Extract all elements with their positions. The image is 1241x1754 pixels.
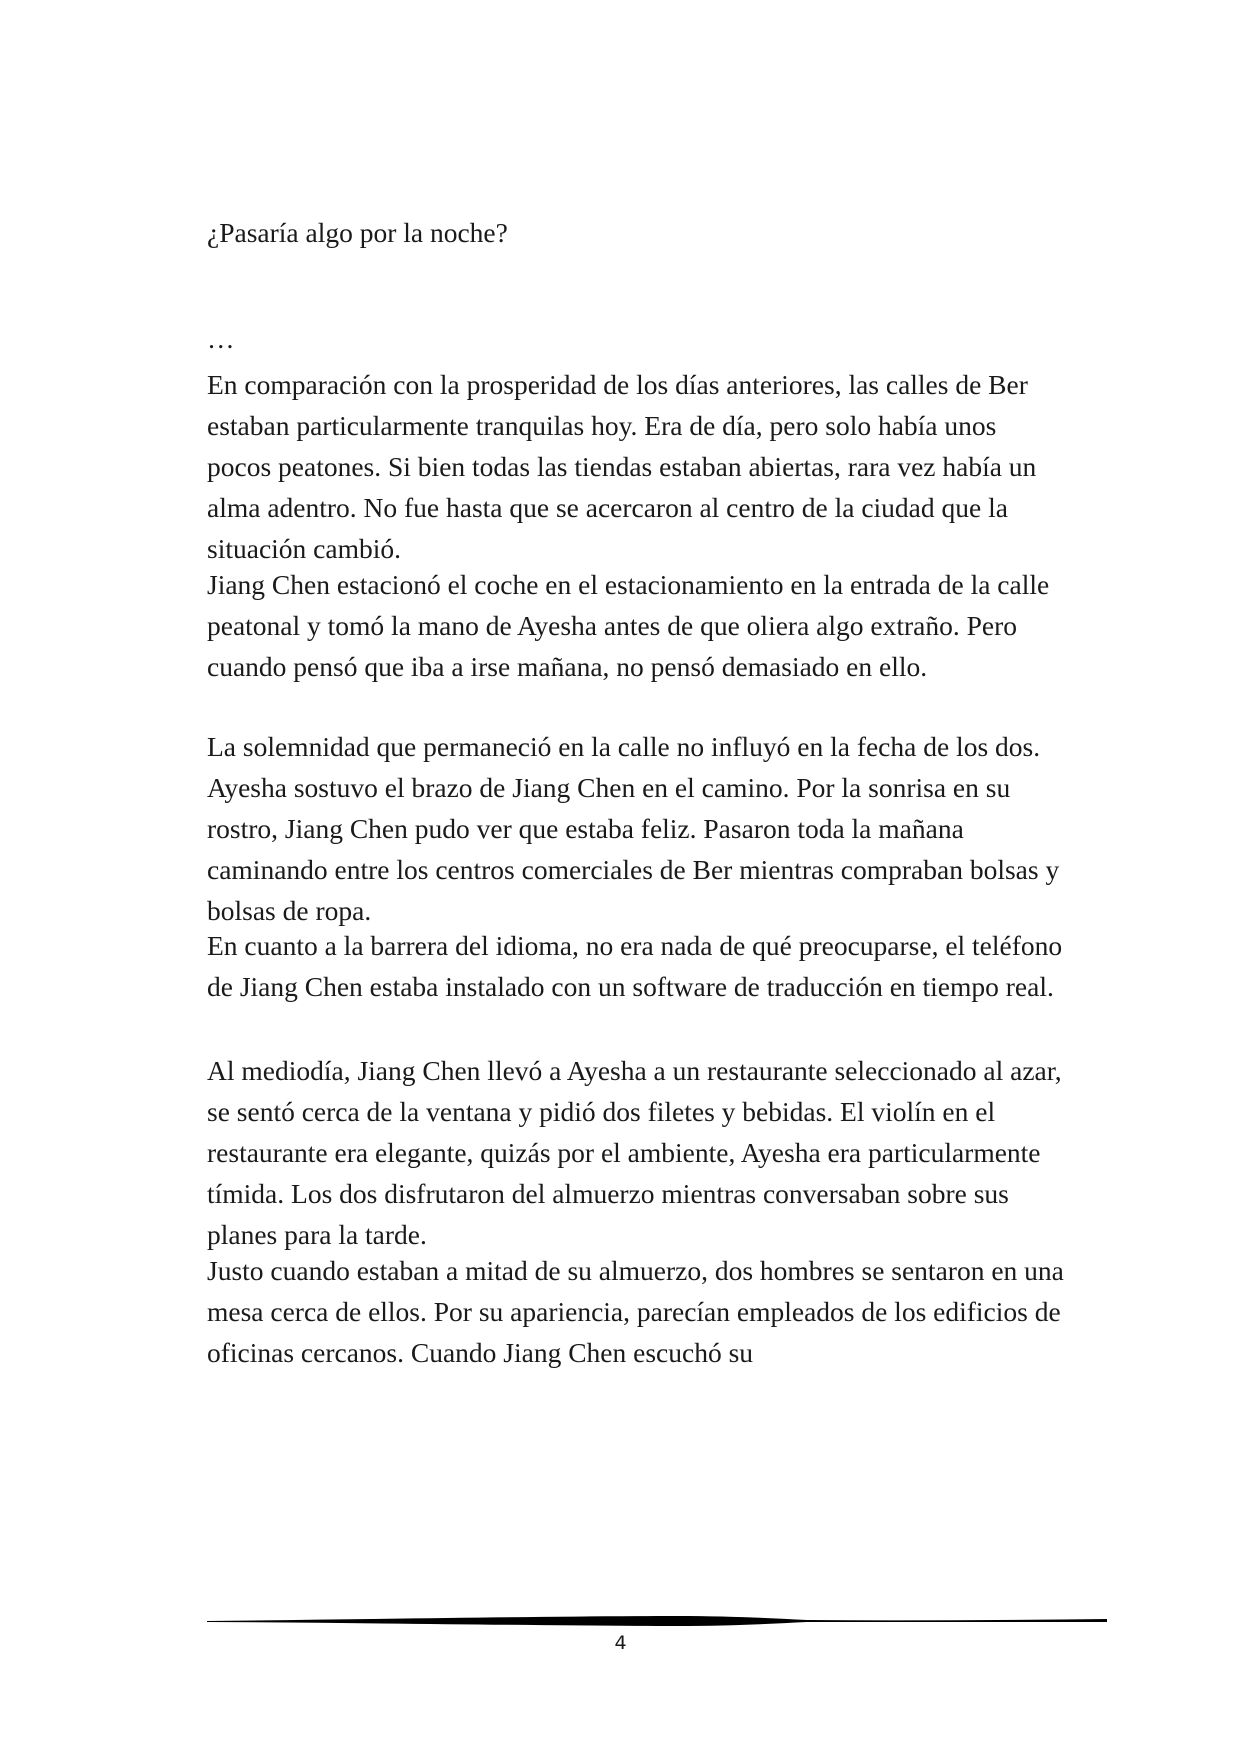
question-line: ¿Pasaría algo por la noche?	[207, 217, 508, 248]
paragraph-3: La solemnidad que permaneció en la calle no influyó en la fecha de los dos. Ayesha sostuvo el brazo de Jiang Chen en el camino. Por la sonrisa en su rostro, Jiang Chen pudo ver que estaba feliz. Pasaron toda la mañana caminando entre los centros comerciales de Ber mientras compraban bolsas y bolsas de ropa.	[207, 731, 1060, 926]
scene-separator: …	[207, 323, 235, 354]
paragraph-6: Justo cuando estaban a mitad de su almuerzo, dos hombres se sentaron en una mesa cerca de ellos. Por su apariencia, parecían empleados de los edificios de oficinas cercanos. Cuando Jiang Chen escuchó su	[207, 1255, 1064, 1368]
paragraph-1: En comparación con la prosperidad de los días anteriores, las calles de Ber estaban particularmente tranquilas hoy. Era de día, pero solo había unos pocos peatones. Si bien todas las tiendas estaban abiertas, rara vez había un alma adentro. No fue hasta que se acercaron al centro de la ciudad que la situación cambió.	[207, 369, 1037, 564]
paragraph-5: Al mediodía, Jiang Chen llevó a Ayesha a un restaurante seleccionado al azar, se sentó cerca de la ventana y pidió dos filetes y bebidas. El violín en el restaurante era elegante, quizás por el ambiente, Ayesha era particularmente tímida. Los dos disfrutaron del almuerzo mientras conversaban sobre sus planes para la tarde.	[207, 1055, 1062, 1250]
paragraph-4: En cuanto a la barrera del idioma, no era nada de qué preocuparse, el teléfono de Jiang Chen estaba instalado con un software de traducción en tiempo real.	[207, 930, 1063, 1002]
page-number: 4	[614, 1632, 627, 1654]
paragraph-2: Jiang Chen estacionó el coche en el estacionamiento en la entrada de la calle peatonal y tomó la mano de Ayesha antes de que oliera algo extraño. Pero cuando pensó que iba a irse mañana, no pensó demasiado en ello.	[207, 569, 1050, 682]
footer-rule	[207, 1614, 1107, 1628]
